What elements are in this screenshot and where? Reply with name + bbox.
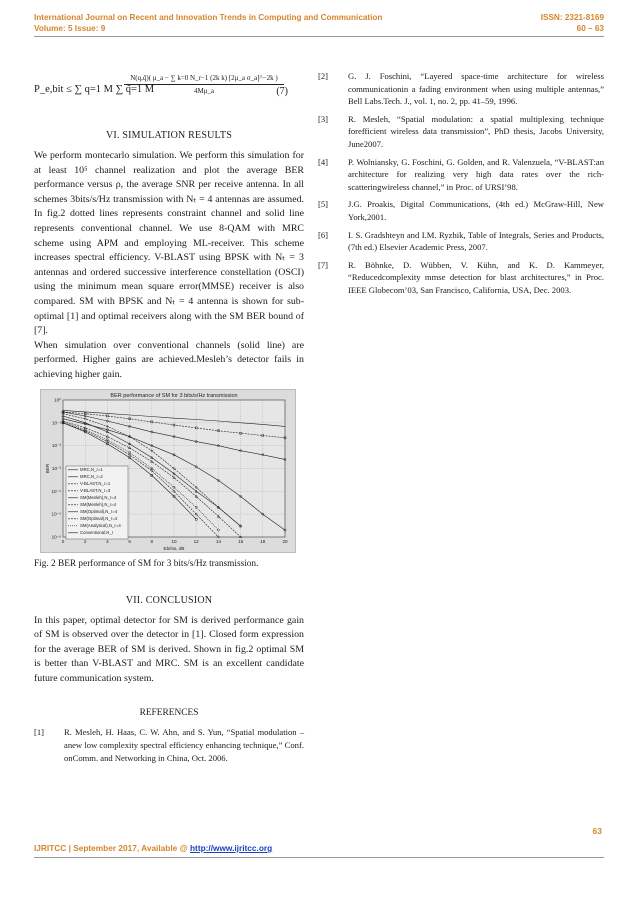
equation-number: (7) — [276, 86, 288, 97]
reference-text: R. Mesleh, H. Haas, C. W. Ahn, and S. Yun, “Spatial modulation – anew low complexity spectral efficiency enhancing technique,” Conf. onComm. and Networking in China, Oct. 2006. — [64, 727, 304, 763]
section-title-conclusion: VII. CONCLUSION — [125, 594, 213, 606]
legend-label: SM(Optimal),N_r=4 — [80, 515, 118, 521]
reference-text: R. Mesleh, “Spatial modulation: a spatial multiplexing technique forefficient wireless data transmission”, PhD thesis, Jacobs University, June2007. — [348, 113, 604, 149]
legend-label: MRC,N_r=1 — [80, 466, 103, 472]
left-column — [34, 72, 304, 769]
ber-figure — [40, 389, 296, 553]
issn: ISSN: 2321-8169 — [540, 13, 604, 22]
equation-denominator: 4Mμ_a — [193, 87, 215, 95]
y-tick-label: 10⁻⁶ — [51, 534, 61, 539]
legend-label: SM(Mesleh),N_r=4 — [80, 494, 117, 500]
reference-item — [34, 726, 304, 764]
x-tick-label: 20 — [282, 538, 288, 544]
legend-label: SM(Analytical),N_r=4 — [80, 522, 121, 528]
chart-title: BER performance of SM for 3 bits/s/Hz transmission — [110, 392, 238, 399]
reference-item — [318, 156, 604, 194]
x-tick-label: 6 — [128, 538, 131, 544]
reference-text: I. S. Gradshteyn and I.M. Ryzhik, Table of Integrals, Series and Products,(7th ed.) Elsevier Academic Press, 2007. — [348, 229, 604, 253]
reference-number: [7] — [318, 259, 329, 270]
y-tick-label: 10⁰ — [54, 397, 61, 402]
reference-item — [318, 259, 604, 297]
legend-label: V-BLAST,N_r=1 — [80, 480, 111, 486]
journal-link[interactable]: http://www.ijritcc.org — [189, 843, 273, 853]
x-tick-label: 18 — [260, 538, 266, 544]
reference-number: [6] — [318, 229, 329, 240]
x-tick-label: 16 — [238, 538, 244, 544]
equation-fraction — [124, 74, 284, 95]
volume-issue: Volume: 5 Issue: 9 — [34, 24, 106, 33]
legend-label: V-BLAST,N_r=3 — [80, 487, 111, 493]
simulation-paragraph-2: When simulation over conventional channels (solid line) are performed. Higher gains are achieved.Mesleh’s detector fails in achieving higher gain. — [34, 339, 304, 380]
header-divider — [34, 36, 604, 37]
y-tick-label: 10⁻² — [51, 442, 61, 448]
reference-text: P. Wolniansky, G. Foschini, G. Golden, and R. Valenzuela, “V-BLAST:an architecture for realizing very high data rates over the rich-scatteringwireless channel,” in Proc. of URSI’98. — [348, 156, 604, 192]
footer-text: IJRITCC | September 2017, Available @ — [34, 843, 190, 853]
x-tick-label: 4 — [106, 538, 109, 544]
page-range: 60 – 63 — [576, 24, 604, 33]
y-axis-label: BER — [45, 463, 50, 473]
reference-number: [1] — [34, 727, 45, 738]
footer-divider — [34, 857, 604, 858]
y-tick-label: 10⁻¹ — [51, 419, 61, 425]
references-title: REFERENCES — [139, 708, 199, 719]
reference-text: G. J. Foschini, “Layered space-time architecture for wireless communicationin a fading environment when using multiple antennas,” Bell Labs.Tech. J., vol. 1, no. 2, pp. 41–59, 1996. — [348, 71, 604, 107]
x-tick-label: 2 — [83, 538, 87, 544]
reference-text: R. Böhnke, D. Wübben, V. Kühn, and K. D. Kammeyer, “Reducedcomplexity mmse detection for blast architectures,” in Proc. IEEE Globecom’03, San Francisco, California, USA, Dec. 2003. — [348, 259, 604, 295]
right-column — [318, 70, 604, 302]
reference-number: [4] — [318, 156, 329, 167]
equation-lhs: P_e,bit ≤ ∑ q=1 M ∑ q̃=1 M — [34, 84, 155, 95]
legend-label: Conventional,N_r — [80, 529, 114, 535]
equation-7 — [34, 72, 304, 120]
footer — [34, 843, 272, 853]
x-tick-label: 0 — [61, 538, 65, 544]
reference-number: [2] — [318, 71, 329, 81]
page-number: 63 — [592, 826, 602, 836]
journal-header — [34, 12, 604, 34]
simulation-paragraph-1: We perform montecarlo simulation. We perform this simulation for at least 10⁵ channel realization and plot the average BER performance versus ρ, the average SNR per receive antenna. In all schemes 3bits/s/Hz transmission with Nₜ = 4 antennas are assumed. In fig.2 dotted lines represents constraint channel and solid line represents conventional channel. We use 8-QAM with MRC scheme using APM and employing ML-receiver. This scheme increases spectral efficiency. V-BLAST using BPSK with Nₜ = 3 antennas and ordered successive interference constellation (OSCI) using the minimum mean square error(MMSE) receiver is also compared. SM with BPSK and Nₜ = 4 antenna is shown for sub-optimal [1] and optimal receivers along with the SM BER bound of [7]. — [34, 150, 304, 337]
reference-item — [318, 113, 604, 151]
figure-caption: Fig. 2 BER performance of SM for 3 bits/s/Hz transmission. — [34, 558, 259, 569]
legend-label: MRC,N_r=2 — [80, 473, 103, 479]
reference-item — [318, 198, 604, 223]
x-axis-label: Eb/No, dB — [163, 545, 185, 551]
reference-item — [318, 229, 604, 254]
reference-text: J.G. Proakis, Digital Communications, (4th ed.) McGraw-Hill, New York,2001. — [348, 199, 604, 222]
section-title-simulation: VI. SIMULATION RESULTS — [106, 130, 232, 141]
journal-title: International Journal on Recent and Innovation Trends in Computing and Communication — [34, 13, 383, 22]
x-tick-label: 10 — [171, 538, 177, 544]
x-tick-label: 14 — [215, 538, 221, 544]
legend-label: SM(Mesleh),N_r=4 — [80, 501, 117, 507]
reference-item — [318, 70, 604, 108]
y-tick-label: 10⁻⁵ — [51, 511, 61, 517]
x-tick-label: 12 — [193, 538, 199, 544]
reference-number: [5] — [318, 199, 329, 210]
equation-numerator: N(q,q̃)( μ_a − ∑ k=0 N_r−1 (2k k) [2μ_a σ_a]^−2k ) — [124, 74, 284, 85]
y-tick-label: 10⁻³ — [51, 465, 61, 471]
legend-label: SM(Optimal),N_r=4 — [80, 508, 118, 514]
ber-chart — [41, 390, 295, 552]
x-tick-label: 8 — [150, 538, 154, 544]
y-tick-label: 10⁻⁴ — [51, 488, 61, 494]
conclusion-paragraph: In this paper, optimal detector for SM is derived performance gain of SM is observed over the detector in [1]. Closed form expression for the average BER of SM is derived. Shown in fig.2 optimal SM is better than V-BLAST and MRC. SM is an excellent candidate future communication system. — [34, 614, 304, 684]
reference-number: [3] — [318, 113, 329, 124]
